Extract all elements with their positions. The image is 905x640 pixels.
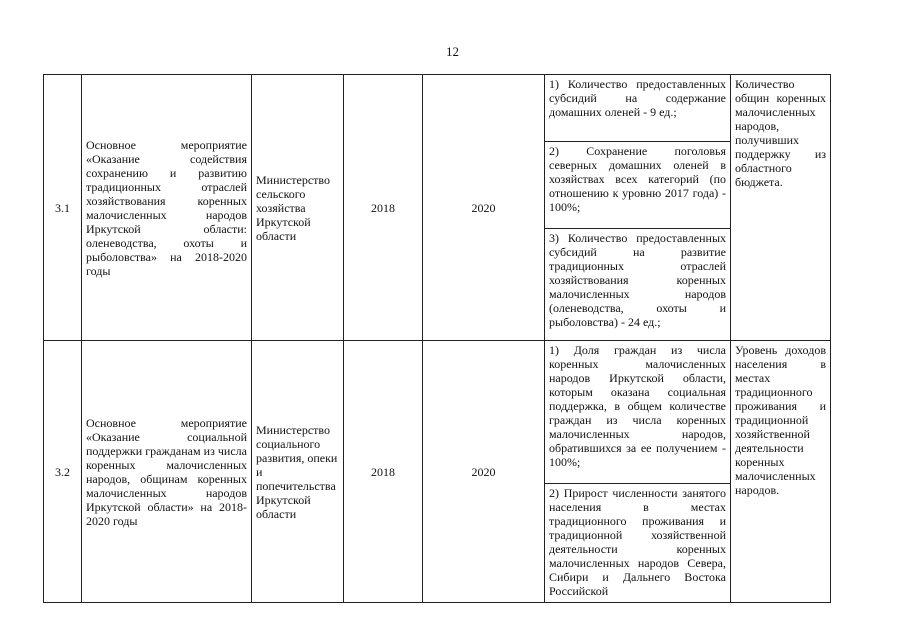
responsible-text: Министерство сельского хозяйства Иркутской области <box>256 172 330 243</box>
program-table <box>43 74 831 603</box>
target-indicator-cell <box>731 75 831 341</box>
row-number: 3.1 <box>44 75 82 341</box>
indicator-item: 2) Прирост численности занятого населения в местах традиционного проживания и традиционной хозяйственной деятельности коренных малочисленных народов Севера, Сибири и Дальнего Востока Российской <box>549 486 726 598</box>
indicators-cell <box>545 75 731 341</box>
main-event-cell <box>82 341 252 603</box>
target-indicator-cell <box>731 341 831 603</box>
responsible-cell <box>252 341 344 603</box>
table-row <box>44 75 831 341</box>
table-row <box>44 341 831 603</box>
row-number: 3.2 <box>44 341 82 603</box>
end-year-cell: 2020 <box>423 341 545 603</box>
main-event-text: Основное мероприятие «Оказание социальной поддержки гражданам из числа коренных малочисленных народов, общинам коренных малочисленных народов Иркутской области» на 2018-2020 годы <box>86 415 247 528</box>
indicator-item: 3) Количество предоставленных субсидий на развитие традиционных отраслей хозяйствования коренных малочисленных народов (оленеводства, охоты и рыболовства) - 24 ед.; <box>549 231 726 329</box>
responsible-text: Министерство социального развития, опеки и попечительства Иркутской области <box>256 422 338 521</box>
page-number: 12 <box>446 44 459 59</box>
indicator-item: 2) Сохранение поголовья северных домашних оленей в хозяйствах всех категорий (по отношению к уровню 2017 года) - 100%; <box>545 142 730 229</box>
start-year-cell: 2018 <box>344 75 423 341</box>
start-year-cell: 2018 <box>344 341 423 603</box>
responsible-cell <box>252 75 344 341</box>
indicator-item: 1) Доля граждан из числа коренных малочисленных народов Иркутской области, которым оказана социальная поддержка, в общем количестве граждан из числа коренных малочисленных народов, обратившихся за ее получением - 100%; <box>545 341 730 484</box>
target-indicator-text: Количество общин коренных малочисленных народов, получивших поддержку из областного бюджета. <box>735 77 826 189</box>
indicators-cell <box>545 341 731 603</box>
indicator-item: 1) Количество предоставленных субсидий на содержание домашних оленей - 9 ед.; <box>545 75 730 142</box>
main-event-cell <box>82 75 252 341</box>
target-indicator-text: Уровень доходов населения в местах традиционного проживания и традиционной хозяйственной деятельности коренных малочисленных народов. <box>735 343 826 497</box>
main-event-text: Основное мероприятие «Оказание содействия сохранению и развитию традиционных отраслей хозяйствования коренных малочисленных народов Иркутской области: оленеводства, охоты и рыболовства» на 2018-2020 годы <box>86 137 247 278</box>
end-year-cell: 2020 <box>423 75 545 341</box>
